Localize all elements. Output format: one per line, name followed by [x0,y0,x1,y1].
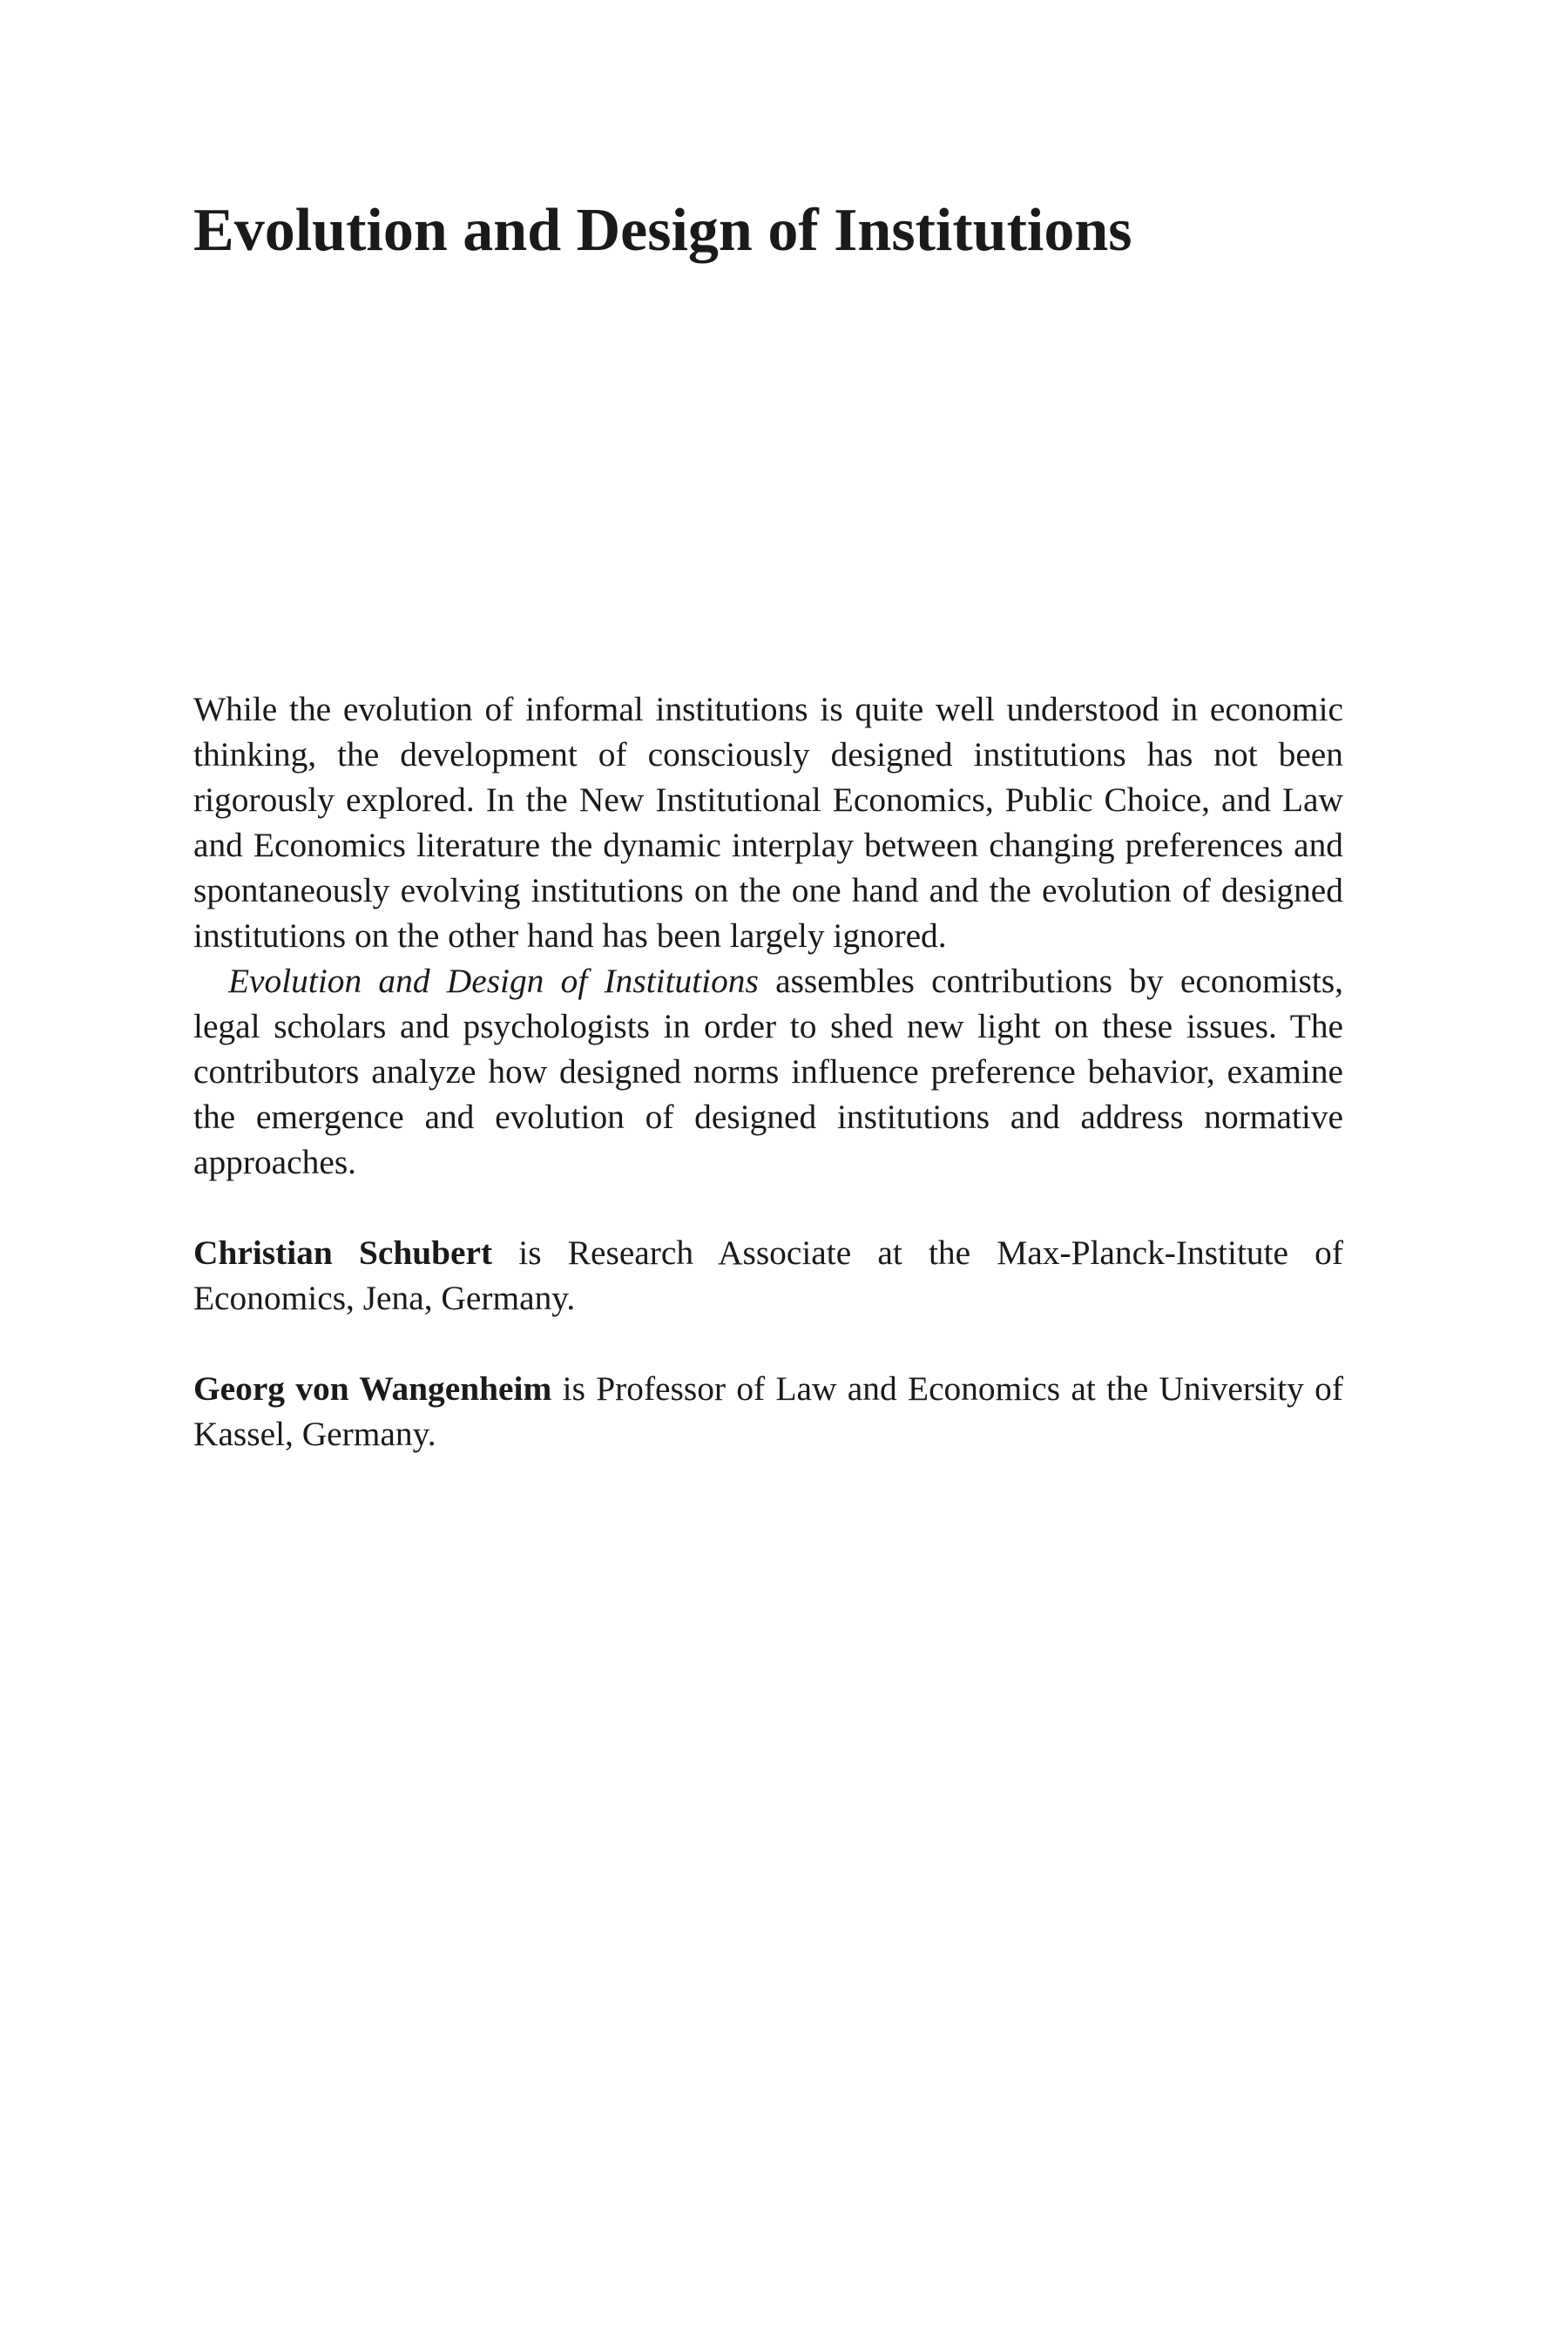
editor-description-1: is Research Associate at the Max-Planck-Institute of Economics, Jena, Germany. [193,1233,1343,1317]
editor-bio-1 [193,1230,1343,1321]
abstract-paragraph-2 [193,958,1343,1185]
editor-name-2: Georg von Wangenheim [193,1369,552,1408]
blurb-content [193,686,1343,1456]
abstract-paragraph-1: While the evolution of informal institutions is quite well understood in economic thinking, the development of consciously designed institutions has not been rigorously explored. In the New Institutional Economics, Public Choice, and Law and Economics literature the dynamic interplay between changing preferences and spontaneously evolving institutions on the one hand and the evolution of designed institutions on the other hand has been largely ignored. [193,690,1343,955]
editor-bio-2 [193,1366,1343,1456]
page-title: Evolution and Design of Institutions [193,197,1132,264]
editor-name-1: Christian Schubert [193,1233,493,1272]
book-title-italic: Evolution and Design of Institutions [228,962,759,1000]
editor-description-2: is Professor of Law and Economics at the University of Kassel, Germany. [193,1369,1343,1453]
abstract-paragraph-2-text: assembles contributions by economists, legal scholars and psychologists in order to shed new light on these issues. The contributors analyze how designed norms influence preference behavior, examine the emergence and evolution of designed institutions and address normative approaches. [193,962,1343,1181]
